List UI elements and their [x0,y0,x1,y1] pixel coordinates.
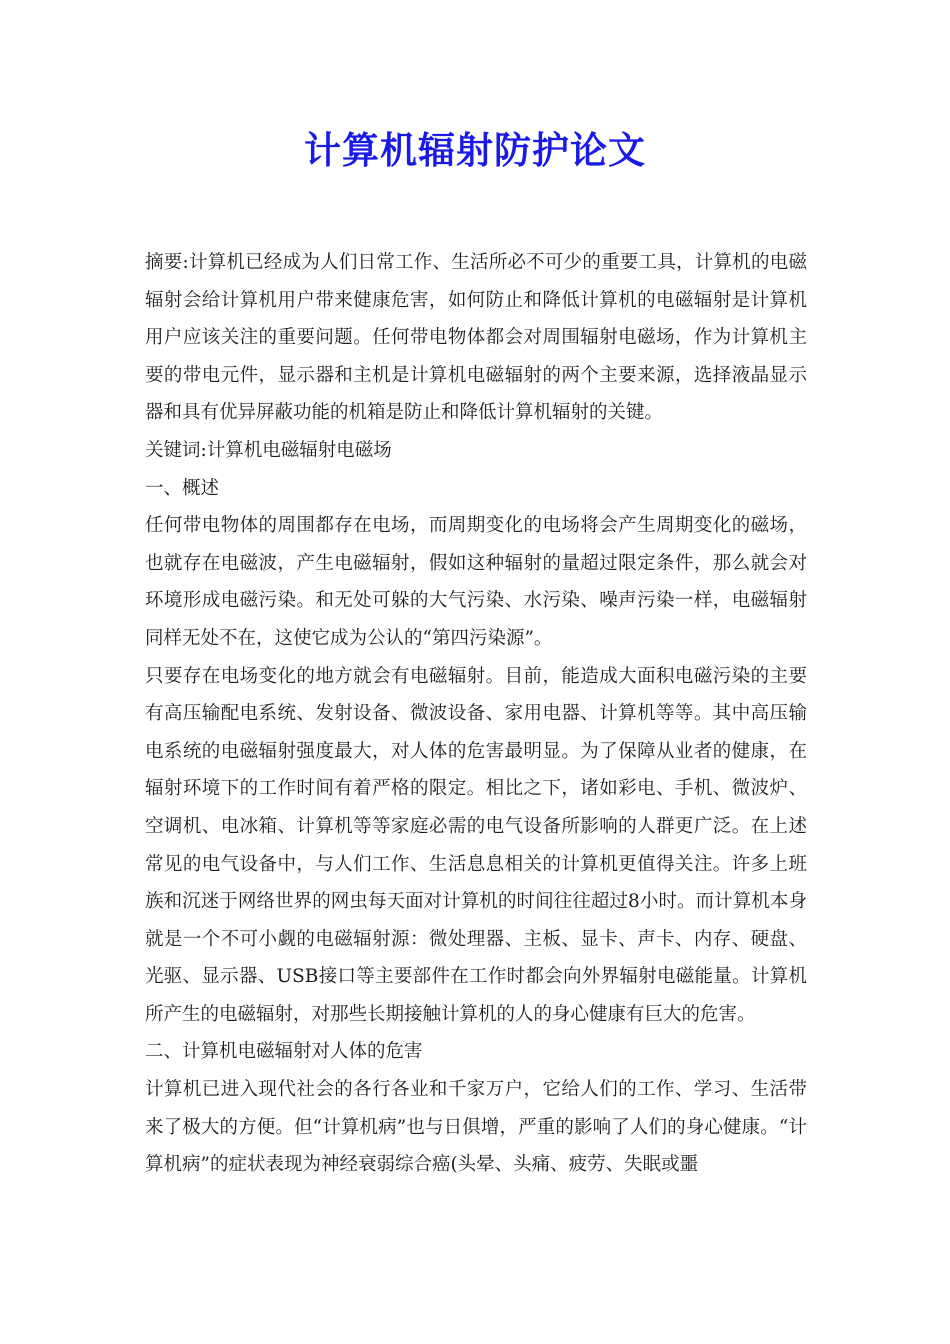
body-paragraph: 任何带电物体的周围都存在电场，而周期变化的电场将会产生周期变化的磁场，也就存在电磁波，产生电磁辐射，假如这种辐射的量超过限定条件，那么就会对环境形成电磁污染。和无处可躲的大气污染、水污染、噪声污染一样，电磁辐射同样无处不在，这使它成为公认的“第四污染源”。 [145,515,807,649]
abstract-paragraph: 摘要:计算机已经成为人们日常工作、生活所必不可少的重要工具，计算机的电磁辐射会给计算机用户带来健康危害，如何防止和降低计算机的电磁辐射是计算机用户应该关注的重要问题。任何带电物体都会对周围辐射电磁场，作为计算机主要的带电元件，显示器和主机是计算机电磁辐射的两个主要来源，选择液晶显示器和具有优异屏蔽功能的机箱是防止和降低计算机辐射的关键。 [145,252,807,424]
keywords-line: 关键词:计算机电磁辐射电磁场 [145,439,392,461]
document-title: 计算机辐射防护论文 [304,129,646,172]
body-paragraph: 只要存在电场变化的地方就会有电磁辐射。目前，能造成大面积电磁污染的主要有高压输配电系统、发射设备、微波设备、家用电器、计算机等等。其中高压输电系统的电磁辐射强度最大，对人体的危害最明显。为了保障从业者的健康，在辐射环境下的工作时间有着严格的限定。相比之下，诸如彩电、手机、微波炉、空调机、电冰箱、计算机等等家庭必需的电气设备所影响的人群更广泛。在上述常见的电气设备中，与人们工作、生活息息相关的计算机更值得关注。许多上班族和沉迷于网络世界的网虫每天面对计算机的时间往往超过8小时。而计算机本身就是一个不可小觑的电磁辐射源：微处理器、主板、显卡、声卡、内存、硬盘、光驱、显示器、USB接口等主要部件在工作时都会向外界辐射电磁能量。计算机所产生的电磁辐射，对那些长期接触计算机的人的身心健康有巨大的危害。 [145,665,807,1025]
body-paragraph: 计算机已进入现代社会的各行各业和千家万户，它给人们的工作、学习、生活带来了极大的方便。但“计算机病”也与日俱增，严重的影响了人们的身心健康。“计算机病”的症状表现为神经衰弱综合癌(头晕、头痛、疲劳、失眠或噩 [145,1079,807,1176]
section-heading-hazards: 二、计算机电磁辐射对人体的危害 [145,1041,423,1063]
document-body [145,244,807,1184]
section-heading-overview: 一、概述 [145,477,220,499]
